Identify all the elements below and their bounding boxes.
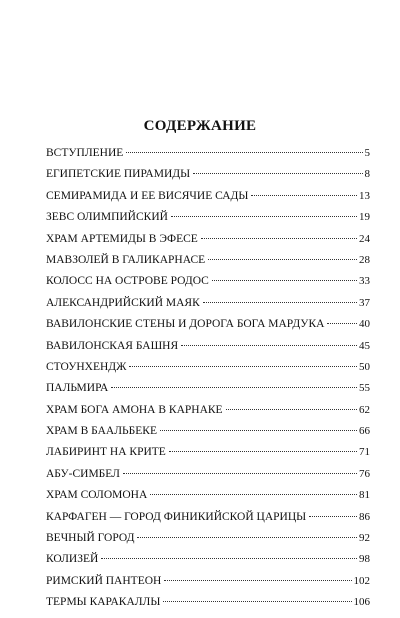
dot-leader — [181, 345, 357, 346]
toc-entry-title: ВАВИЛОНСКАЯ БАШНЯ — [46, 339, 179, 352]
toc-entry-title: ХРАМ БОГА АМОНА В КАРНАКЕ — [46, 403, 223, 416]
toc-entry — [46, 532, 370, 553]
toc-entry-page-number: 92 — [359, 532, 370, 545]
toc-entry-title: ЛАБИРИНТ НА КРИТЕ — [46, 446, 166, 459]
toc-entry-page-number: 98 — [359, 553, 370, 566]
dot-leader — [163, 601, 351, 602]
dot-leader — [203, 302, 357, 303]
toc-entry-page-number: 28 — [359, 253, 370, 266]
toc-entry — [46, 233, 370, 254]
dot-leader — [226, 409, 357, 410]
toc-entry-page-number: 5 — [364, 147, 370, 159]
toc-entry-page-number: 37 — [359, 296, 370, 309]
toc-entry — [46, 211, 370, 232]
dot-leader — [212, 280, 357, 281]
toc-entry-page-number: 8 — [364, 168, 370, 181]
toc-entry — [46, 596, 370, 617]
toc-entry-page-number: 86 — [359, 510, 370, 523]
dot-leader — [251, 195, 357, 196]
toc-entry — [46, 254, 370, 275]
toc-entry — [46, 382, 370, 403]
dot-leader — [101, 558, 357, 559]
dot-leader — [169, 451, 357, 452]
toc-entry — [46, 275, 370, 296]
toc-entry-title: ХРАМ АРТЕМИДЫ В ЭФЕСЕ — [46, 232, 198, 245]
toc-entry — [46, 489, 370, 510]
toc-entry — [46, 511, 370, 532]
toc-entry-page-number: 45 — [359, 339, 370, 352]
toc-heading: СОДЕРЖАНИЕ — [143, 118, 257, 134]
dot-leader — [208, 259, 357, 260]
toc-entry — [46, 190, 370, 211]
toc-entry-title: АБУ-СИМБЕЛ — [46, 467, 120, 480]
toc-entry — [46, 340, 370, 361]
dot-leader — [129, 366, 357, 367]
toc-entry — [46, 425, 370, 446]
toc-entry-page-number: 102 — [353, 574, 370, 587]
dot-leader — [126, 152, 362, 153]
toc-entry-page-number: 71 — [359, 446, 370, 459]
toc-entry-title: ВЕЧНЫЙ ГОРОД — [46, 532, 135, 545]
toc-entry-page-number: 50 — [359, 360, 370, 373]
toc-entry-title: ХРАМ В БААЛЬБЕКЕ — [46, 425, 157, 438]
toc-entry — [46, 468, 370, 489]
toc-entry-page-number: 55 — [359, 382, 370, 395]
toc-entry-title: ТЕРМЫ КАРАКАЛЛЫ — [46, 596, 161, 609]
toc-entry-page-number: 81 — [359, 489, 370, 502]
toc-entry-title: ПАЛЬМИРА — [46, 382, 109, 395]
dot-leader — [150, 494, 357, 495]
dot-leader — [327, 323, 357, 324]
toc-entry-page-number: 19 — [359, 211, 370, 224]
toc-entry-page-number: 76 — [359, 467, 370, 480]
toc-entry-page-number: 33 — [359, 275, 370, 288]
toc-entry-page-number: 66 — [359, 425, 370, 438]
dot-leader — [164, 580, 351, 581]
toc-entry — [46, 446, 370, 467]
toc-entry-title: ВАВИЛОНСКИЕ СТЕНЫ И ДОРОГА БОГА МАРДУКА — [46, 318, 325, 331]
toc-entry-title: КОЛИЗЕЙ — [46, 553, 99, 566]
toc-entry — [46, 168, 370, 189]
toc-entry-page-number: 40 — [359, 318, 370, 331]
dot-leader — [123, 473, 357, 474]
toc-entry — [46, 147, 370, 168]
toc-entry-title: ЗЕВС ОЛИМПИЙСКИЙ — [46, 211, 168, 224]
toc-entry-title: КАРФАГЕН — ГОРОД ФИНИКИЙСКОЙ ЦАРИЦЫ — [46, 510, 307, 523]
toc-entry — [46, 318, 370, 339]
toc-entry-page-number: 62 — [359, 403, 370, 416]
toc-entry-page-number: 106 — [353, 596, 370, 609]
toc-entry-page-number: 24 — [359, 232, 370, 245]
toc-entry-title: ВСТУПЛЕНИЕ — [46, 147, 124, 159]
toc-entry-title: МАВЗОЛЕЙ В ГАЛИКАРНАСЕ — [46, 253, 206, 266]
dot-leader — [309, 516, 357, 517]
toc-entry-title: РИМСКИЙ ПАНТЕОН — [46, 574, 162, 587]
dot-leader — [193, 173, 362, 174]
toc-list — [46, 147, 370, 618]
toc-entry-title: ХРАМ СОЛОМОНА — [46, 489, 148, 502]
toc-entry — [46, 297, 370, 318]
dot-leader — [201, 238, 357, 239]
dot-leader — [171, 216, 357, 217]
toc-entry-page-number: 13 — [359, 189, 370, 202]
dot-leader — [160, 430, 357, 431]
toc-entry-title: СТОУНХЕНДЖ — [46, 360, 127, 373]
toc-entry — [46, 404, 370, 425]
dot-leader — [137, 537, 357, 538]
dot-leader — [111, 387, 357, 388]
toc-entry-title: КОЛОСС НА ОСТРОВЕ РОДОС — [46, 275, 209, 288]
toc-entry-title: СЕМИРАМИДА И ЕЕ ВИСЯЧИЕ САДЫ — [46, 189, 249, 202]
toc-entry — [46, 553, 370, 574]
toc-entry-title: ЕГИПЕТСКИЕ ПИРАМИДЫ — [46, 168, 191, 181]
toc-entry — [46, 361, 370, 382]
toc-entry-title: АЛЕКСАНДРИЙСКИЙ МАЯК — [46, 296, 200, 309]
toc-entry — [46, 575, 370, 596]
